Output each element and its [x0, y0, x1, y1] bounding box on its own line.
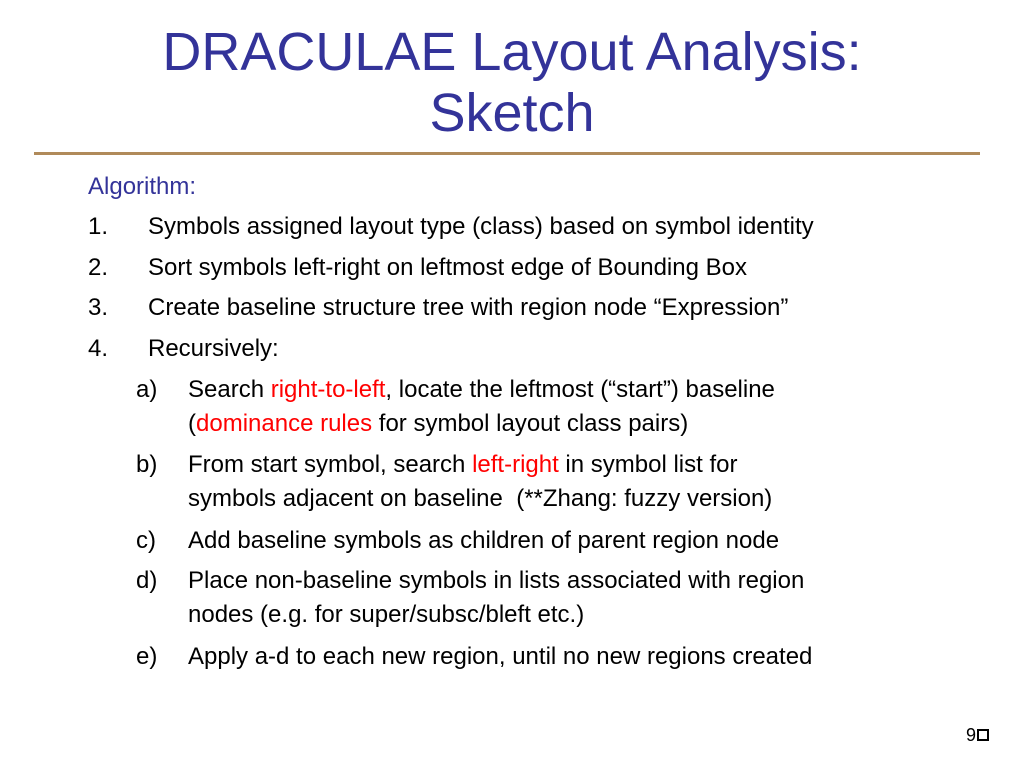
substep-a-highlight-right-to-left: right-to-left — [270, 376, 386, 403]
substep-c-text — [188, 524, 958, 558]
substep-a-highlight-dominance-rules: dominance rules — [196, 410, 373, 437]
slide-title-line-1: DRACULAE Layout Analysis: — [162, 22, 862, 82]
substep-a-part-1: Search — [188, 376, 271, 403]
substep-c-line-1: Add baseline symbols as children of parent region node — [188, 527, 780, 554]
step-3-text: Create baseline structure tree with region node “Expression” — [148, 294, 789, 321]
substep-b-text — [188, 448, 958, 516]
substep-a-line-2 — [188, 407, 958, 441]
substep-b-part-1: From start symbol, search — [188, 451, 473, 478]
substep-a-part-2: , locate the leftmost (“start”) baseline — [385, 376, 775, 403]
step-1-number: 1. — [88, 213, 109, 240]
substep-d-text — [188, 564, 958, 632]
missing-glyph-box-icon — [977, 729, 989, 741]
step-2-number: 2. — [88, 254, 109, 281]
substep-b-line-2: symbols adjacent on baseline (**Zhang: fuzzy version) — [188, 485, 773, 512]
substep-b-line-1 — [188, 448, 958, 482]
substep-a-label: a) — [136, 376, 158, 403]
substep-b-part-2: in symbol list for — [558, 451, 738, 478]
slide-page-number — [966, 724, 989, 746]
algorithm-heading: Algorithm: — [88, 173, 197, 200]
step-4-number: 4. — [88, 335, 109, 362]
substep-e-line-1: Apply a-d to each new region, until no new regions created — [188, 643, 813, 670]
slide-title — [0, 22, 1024, 144]
substep-a-part-4: for symbol layout class pairs) — [372, 410, 689, 437]
substep-d-label: d) — [136, 567, 158, 594]
step-3-number: 3. — [88, 294, 109, 321]
substep-a-part-3: ( — [188, 410, 196, 437]
step-4-text: Recursively: — [148, 335, 279, 362]
substep-a-line-1 — [188, 373, 958, 407]
step-2-text: Sort symbols left-right on leftmost edge of Bounding Box — [148, 254, 747, 281]
slide-title-line-2: Sketch — [429, 83, 595, 143]
page-number-text: 9 — [966, 725, 977, 745]
substep-b-highlight-left-right: left-right — [472, 451, 559, 478]
substep-e-label: e) — [136, 643, 158, 670]
title-divider — [34, 152, 980, 155]
substep-c-label: c) — [136, 527, 156, 554]
step-1-text: Symbols assigned layout type (class) based on symbol identity — [148, 213, 814, 240]
substep-e-text — [188, 640, 958, 674]
substep-b-label: b) — [136, 451, 158, 478]
substep-d-line-2: nodes (e.g. for super/subsc/bleft etc.) — [188, 601, 585, 628]
substep-a-text — [188, 373, 958, 441]
substep-d-line-1: Place non-baseline symbols in lists associated with region — [188, 567, 805, 594]
